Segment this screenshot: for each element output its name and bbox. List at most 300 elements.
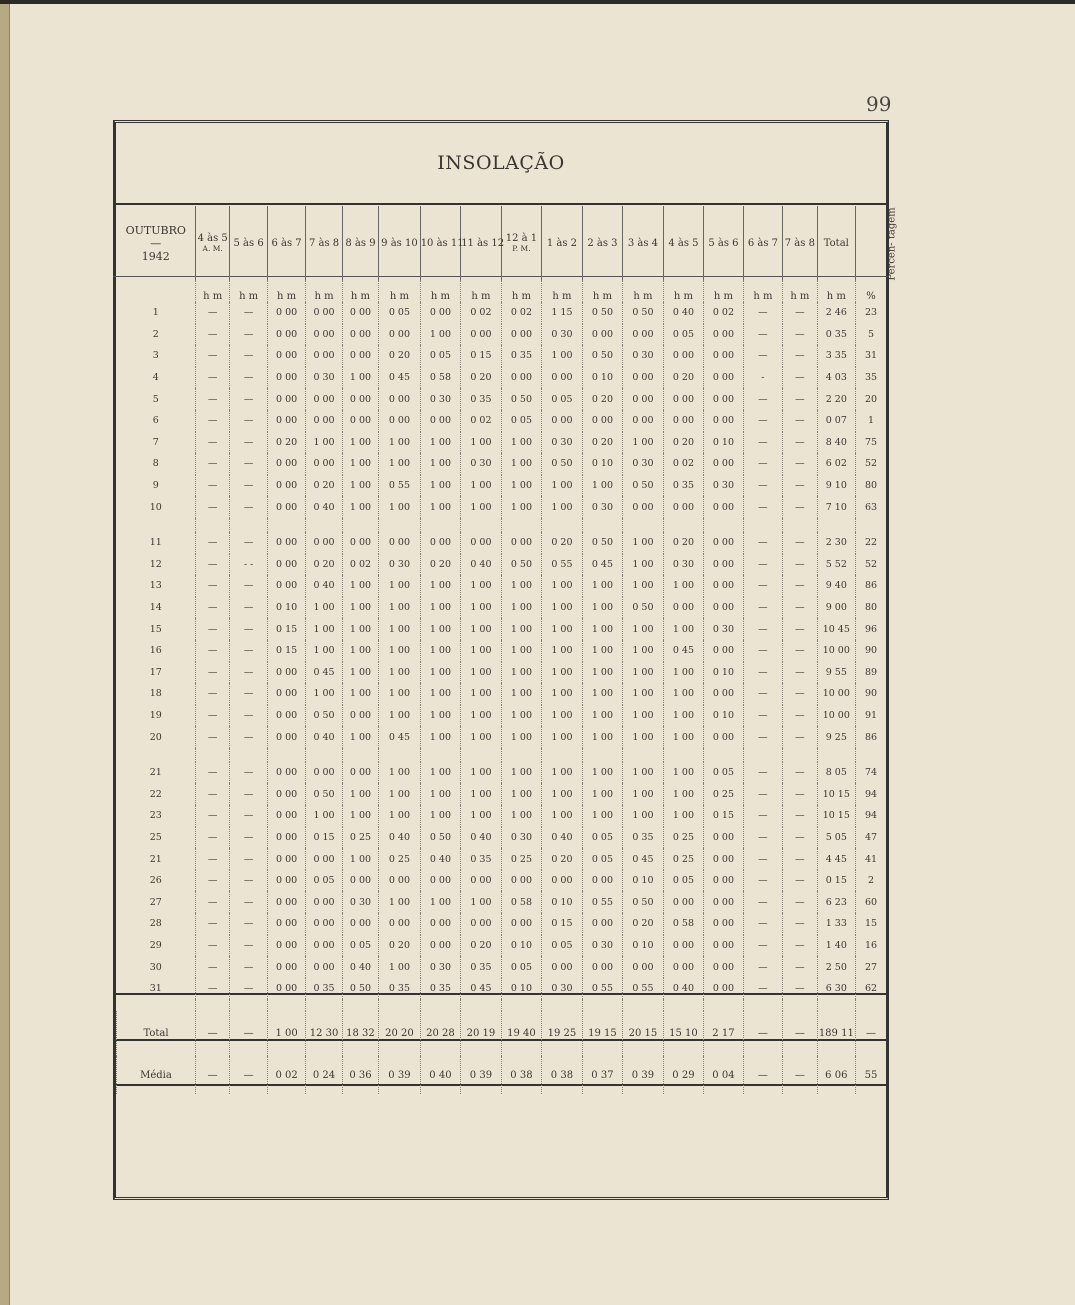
column-header-line: 4 às 5 [668,237,699,249]
total-row [117,1011,887,1056]
table-cell: 0 00 [267,388,305,410]
table-row [117,935,887,957]
table-cell: 1 00 [379,762,421,784]
table-cell: 0 38 [542,1056,583,1094]
table-cell: — [743,870,782,892]
table-cell: 0 40 [379,827,421,849]
table-cell: 0 00 [704,848,743,870]
table-cell: — [195,891,229,913]
table-cell: 0 30 [582,496,623,518]
table-cell: 0 40 [306,726,342,748]
table-cell: 0 40 [420,1056,461,1094]
table-row [117,662,887,684]
table-cell: 74 [856,762,886,784]
table-cell: 21 [149,767,162,779]
table-cell: — [743,913,782,935]
table-cell: 0 24 [306,1056,342,1094]
table-cell: — [743,554,782,576]
spacer-cell [461,518,502,532]
table-cell: 0 02 [501,302,542,324]
table-cell: 86 [856,726,886,748]
table-cell: 0 38 [501,1056,542,1094]
table-cell: 0 40 [342,956,378,978]
table-cell: 0 00 [267,575,305,597]
table-cell: 0 30 [542,324,583,346]
table-cell: 6 23 [817,891,855,913]
table-cell: 0 00 [663,410,704,432]
table-cell: 1 33 [817,913,855,935]
column-header-line: 12 à 1 [505,233,538,244]
column-header-line: 7 às 8 [784,237,815,249]
table-cell: 2 [152,328,159,340]
table-row [117,891,887,913]
spacer-cell [783,999,817,1011]
table-cell: 0 50 [582,302,623,324]
table-cell: — [783,683,817,705]
spacer-row [117,999,887,1011]
table-cell: 20 [149,731,162,743]
table-cell: 1 00 [461,432,502,454]
table-cell: 1 00 [379,891,421,913]
table-cell: — [743,1011,782,1056]
table-cell: 0 30 [542,432,583,454]
table-cell: 1 00 [379,432,421,454]
table-cell: — [783,597,817,619]
table-row [117,726,887,748]
table-cell: 17 [149,666,162,678]
table-cell: 0 00 [267,935,305,957]
column-header-line: 1 às 2 [546,237,578,249]
table-cell: 25 [149,831,162,843]
table-cell: 1 00 [542,705,583,727]
table-cell: 189 11 [817,1011,855,1056]
table-cell: 0 15 [306,827,342,849]
table-cell: 10 00 [817,705,855,727]
table-cell: 0 00 [663,891,704,913]
table-cell: 1 00 [342,683,378,705]
table-cell: h m [420,280,461,302]
table-cell: 0 00 [501,532,542,554]
table-cell: 0 35 [663,475,704,497]
table-cell: 0 00 [704,956,743,978]
table-cell: — [195,475,229,497]
table-row [117,410,887,432]
table-cell: 0 00 [342,913,378,935]
table-cell: % [856,280,886,302]
spacer-cell [306,999,342,1011]
table-cell: 6 02 [817,453,855,475]
table-cell: — [230,848,267,870]
table-cell: 1 00 [420,597,461,619]
table-cell: 0 00 [704,683,743,705]
table-cell: 1 00 [663,618,704,640]
table-cell: — [195,597,229,619]
table-cell: 6 06 [817,1056,855,1094]
table-cell: — [230,805,267,827]
table-body [117,280,887,1094]
table-cell: 10 00 [817,640,855,662]
spacer-cell [230,518,267,532]
table-cell: 0 00 [420,302,461,324]
header-row [117,206,887,280]
column-header-line: — [150,236,162,250]
table-cell: 27 [149,896,162,908]
table-cell: 0 00 [663,496,704,518]
column-header-line: 8 às 9 [345,237,376,249]
table-cell: — [230,1056,267,1094]
table-cell: — [743,683,782,705]
table-cell: 0 00 [267,978,305,1000]
spacer-cell [117,518,196,532]
table-cell: 1 00 [501,762,542,784]
table-cell: 1 00 [542,618,583,640]
table-row [117,324,887,346]
table-cell: — [743,302,782,324]
table-cell: 94 [856,805,886,827]
table-cell: 0 02 [663,453,704,475]
table-cell: 9 [152,480,159,492]
column-header [461,206,505,280]
table-cell: 0 00 [663,935,704,957]
table-cell: 0 00 [704,410,743,432]
table-cell: 1 00 [342,432,378,454]
table-row [117,640,887,662]
table-cell: — [195,345,229,367]
table-cell: 1 00 [420,496,461,518]
media-row [117,1056,887,1094]
table-cell: 0 50 [623,597,664,619]
table-cell: 1 00 [582,662,623,684]
table-cell: 22 [856,532,886,554]
table-cell: — [743,432,782,454]
table-cell: — [743,597,782,619]
table-cell: — [195,705,229,727]
table-cell: — [230,302,267,324]
table-cell: 0 00 [306,345,342,367]
table-row [117,783,887,805]
table-cell: 1 00 [342,662,378,684]
table-cell: 0 05 [582,848,623,870]
table-cell: — [743,662,782,684]
table-cell: — [195,762,229,784]
table-cell: — [230,532,267,554]
spacer-cell [267,518,305,532]
table-cell: h m [704,280,743,302]
table-cell: h m [663,280,704,302]
table-cell: 52 [856,453,886,475]
table-cell: 1 15 [542,302,583,324]
table-cell: 1 00 [501,597,542,619]
table-cell: 1 00 [461,762,502,784]
table-cell: 0 05 [501,956,542,978]
spacer-cell [542,518,583,532]
table-cell: 1 00 [342,453,378,475]
table-cell: 0 00 [623,324,664,346]
spacer-cell [582,999,623,1011]
table-cell: — [195,453,229,475]
table-cell: — [195,432,229,454]
table-cell: 9 25 [817,726,855,748]
insolation-table [116,206,898,1094]
table-cell: 0 00 [623,410,664,432]
spacer-cell [663,518,704,532]
table-cell: 0 15 [542,913,583,935]
table-cell: 15 [149,623,162,635]
table-cell: — [783,432,817,454]
spacer-cell [743,999,782,1011]
table-cell: 0 00 [582,870,623,892]
table-cell: 1 00 [542,662,583,684]
spacer-cell [379,999,421,1011]
table-cell: — [783,913,817,935]
table-cell: 1 00 [623,432,664,454]
table-cell: Total [117,1011,196,1056]
table-cell: 0 20 [623,913,664,935]
table-cell: 0 05 [582,827,623,849]
table-cell: 0 00 [342,532,378,554]
table-cell: 0 00 [267,913,305,935]
table-cell: — [195,662,229,684]
column-header-line: 2 às 3 [587,237,618,249]
table-cell: 1 00 [542,640,583,662]
table-cell: — [783,726,817,748]
table-cell: 0 40 [663,302,704,324]
column-header [306,206,342,280]
table-cell: 0 00 [267,827,305,849]
column-header [230,206,267,280]
page-title: INSOLAÇÃO [437,152,565,174]
table-cell: 0 00 [542,410,583,432]
table-cell: 91 [856,705,886,727]
column-header-line: OUTUBRO [125,223,186,237]
table-cell: 1 00 [542,496,583,518]
table-cell: — [195,913,229,935]
table-cell: 0 00 [267,453,305,475]
table-cell: 0 00 [704,496,743,518]
table-cell: 0 37 [582,1056,623,1094]
table-cell: 1 00 [501,662,542,684]
table-cell: — [743,783,782,805]
table-cell: — [230,324,267,346]
table-cell: — [783,1011,817,1056]
table-cell: 1 00 [582,705,623,727]
table-cell: 1 00 [420,726,461,748]
table-cell: 0 35 [461,956,502,978]
table-cell: 1 00 [501,705,542,727]
table-cell: 0 00 [342,345,378,367]
table-cell: 0 35 [379,978,421,1000]
table-cell: 26 [149,875,162,887]
table-cell: 0 45 [306,662,342,684]
table-row [117,705,887,727]
table-cell: 0 02 [267,1056,305,1094]
table-cell: — [743,978,782,1000]
table-cell: 0 00 [306,532,342,554]
table-cell: 0 10 [542,891,583,913]
table-cell: 1 00 [542,475,583,497]
table-cell: h m [623,280,664,302]
table-cell: — [230,1011,267,1056]
table-cell: 0 39 [623,1056,664,1094]
table-cell: 0 40 [461,827,502,849]
spacer-cell [704,518,743,532]
table-cell: 0 00 [379,388,421,410]
table-row [117,848,887,870]
table-cell: 0 00 [342,324,378,346]
table-cell: h m [230,280,267,302]
table-cell: — [230,705,267,727]
table-cell: 0 00 [623,496,664,518]
table-cell: 2 [856,870,886,892]
table-cell: 0 10 [623,870,664,892]
table-cell: 0 55 [582,891,623,913]
table-cell: 0 50 [623,302,664,324]
table-cell: 0 00 [267,496,305,518]
table-cell: 1 00 [461,597,502,619]
table-cell: 90 [856,640,886,662]
table-cell: — [195,805,229,827]
table-cell: — [195,532,229,554]
table-row [117,913,887,935]
table-cell: — [743,848,782,870]
table-cell: 0 50 [306,783,342,805]
spacer-cell [817,748,855,762]
table-cell: 1 00 [623,532,664,554]
table-cell: 18 [149,688,162,700]
table-cell: — [195,575,229,597]
table-cell: — [195,1056,229,1094]
table-cell: 1 00 [342,597,378,619]
spacer-cell [542,999,583,1011]
column-header-line: Percen- tagem [886,206,898,281]
column-header-line: 1942 [141,249,170,263]
table-cell: 19 25 [542,1011,583,1056]
table-cell: 1 00 [501,453,542,475]
table-cell: 1 00 [461,683,502,705]
table-cell: 0 00 [267,762,305,784]
table-cell: 0 00 [306,302,342,324]
spacer-cell [623,999,664,1011]
column-header [663,206,704,280]
table-cell: 0 15 [267,618,305,640]
table-cell: — [195,827,229,849]
table-cell: 1 00 [342,640,378,662]
table-cell: 1 00 [501,475,542,497]
table-cell: 1 00 [663,805,704,827]
table-cell: 0 00 [704,640,743,662]
table-cell: — [195,935,229,957]
table-cell: — [195,324,229,346]
table-cell: 0 20 [306,554,342,576]
table-cell: 1 00 [267,1011,305,1056]
table-cell: 0 00 [420,935,461,957]
table-cell: 9 55 [817,662,855,684]
table-cell: 0 00 [267,662,305,684]
title-divider [113,203,889,205]
table-cell: 0 00 [704,575,743,597]
table-cell: 0 00 [704,345,743,367]
table-cell: 0 00 [501,367,542,389]
table-cell: 0 00 [501,870,542,892]
table-cell: 0 00 [582,410,623,432]
spacer-cell [704,999,743,1011]
spacer-cell [663,999,704,1011]
table-cell: — [783,935,817,957]
table-cell: — [230,410,267,432]
table-cell: — [230,575,267,597]
table-cell: 0 10 [501,935,542,957]
table-cell: 1 00 [501,726,542,748]
table-cell: — [195,410,229,432]
spacer-cell [267,748,305,762]
table-cell: 0 00 [704,827,743,849]
table-cell: 0 00 [461,913,502,935]
table-row [117,956,887,978]
table-cell: — [230,475,267,497]
table-cell: 0 05 [704,762,743,784]
column-header-line: 4 às 5 [197,233,228,244]
table-cell: — [230,683,267,705]
table-cell: 0 35 [461,848,502,870]
table-cell: 0 50 [501,388,542,410]
table-cell: 0 20 [663,532,704,554]
table-cell: — [783,870,817,892]
table-cell: 23 [856,302,886,324]
table-cell: 1 00 [582,683,623,705]
table-cell: 14 [149,602,162,614]
table-cell: 1 00 [420,762,461,784]
table-cell: 2 46 [817,302,855,324]
table-cell: — [743,805,782,827]
table-cell: — [743,453,782,475]
table-cell: — [743,891,782,913]
table-cell: 8 [152,458,159,470]
column-header-line: 10 às 11 [420,237,464,249]
spacer-cell [623,748,664,762]
spacer-cell [743,748,782,762]
table-cell: 1 00 [461,805,502,827]
table-cell: 1 00 [582,597,623,619]
table-cell: 1 00 [623,805,664,827]
table-cell: 22 [149,788,162,800]
table-cell: 0 00 [420,913,461,935]
table-cell: 1 00 [582,726,623,748]
table-cell: 1 00 [420,618,461,640]
table-cell: 1 00 [501,432,542,454]
spacer-cell [817,999,855,1011]
table-cell: — [195,783,229,805]
spacer-cell [420,518,461,532]
table-cell: — [783,618,817,640]
column-header [195,206,229,280]
table-cell: 1 00 [306,805,342,827]
table-cell: — [783,496,817,518]
table-cell: 0 05 [542,935,583,957]
table-cell: 0 45 [379,726,421,748]
table-cell: — [230,597,267,619]
table-row [117,345,887,367]
column-header [379,206,421,280]
table-cell: 1 00 [582,805,623,827]
column-header [582,206,623,280]
table-cell: — [783,1056,817,1094]
column-header-line: P. M. [512,244,531,253]
table-cell: 1 00 [623,640,664,662]
table-row [117,618,887,640]
table-cell: — [195,302,229,324]
table-cell: 0 00 [342,705,378,727]
table-cell: 0 00 [582,913,623,935]
